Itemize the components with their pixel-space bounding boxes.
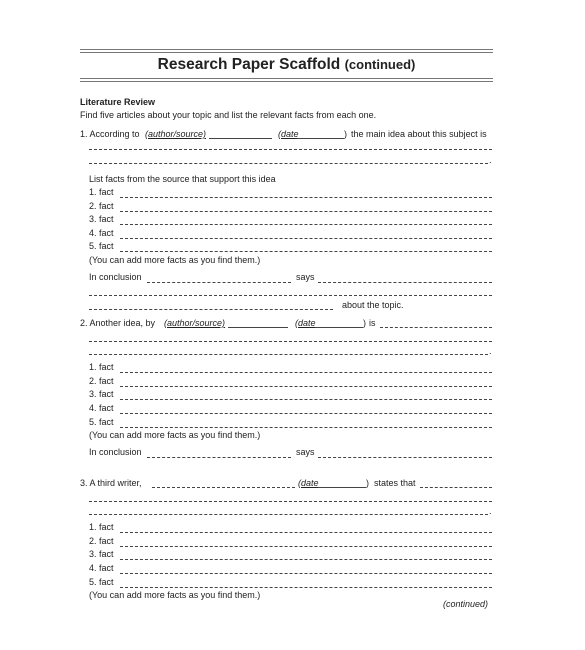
- q2-says-label: says: [296, 447, 315, 457]
- q3-fact-label: 1. fact: [89, 522, 114, 532]
- q2-fact-line[interactable]: [120, 413, 492, 414]
- q3-fact-label: 3. fact: [89, 549, 114, 559]
- q3-fact-line[interactable]: [120, 532, 492, 533]
- q2-fact-label: 2. fact: [89, 376, 114, 386]
- q3-states-line[interactable]: [420, 487, 492, 488]
- title-rule-top-1: [80, 49, 493, 50]
- q2-fact-line[interactable]: [120, 372, 492, 373]
- q3-period: .: [489, 506, 492, 516]
- q2-fact-line[interactable]: [120, 386, 492, 387]
- q2-period: .: [489, 346, 492, 356]
- q2-conclusion-label: In conclusion: [89, 447, 142, 457]
- q1-period: .: [489, 155, 492, 165]
- q1-author-label: (author/source): [145, 129, 207, 139]
- q3-fact-label: 4. fact: [89, 563, 114, 573]
- q1-fact-line[interactable]: [120, 251, 492, 252]
- q1-fact-line[interactable]: [120, 211, 492, 212]
- q2-fact-label: 4. fact: [89, 403, 114, 413]
- q1-date-label: (date: [278, 129, 299, 139]
- q2-fact-line[interactable]: [120, 427, 492, 428]
- q1-fact-label: 5. fact: [89, 241, 114, 251]
- q2-conclusion-line[interactable]: [147, 457, 291, 458]
- q3-date-close: ): [366, 478, 369, 488]
- q3-fact-label: 5. fact: [89, 577, 114, 587]
- q1-suffix: the main idea about this subject is: [351, 129, 487, 139]
- q3-date-label: (date: [298, 478, 319, 488]
- q1-conclusion-line-2[interactable]: [89, 295, 492, 296]
- q1-says-line[interactable]: [318, 282, 492, 283]
- q2-fact-label: 1. fact: [89, 362, 114, 372]
- instructions: Find five articles about your topic and list the relevant facts from each one.: [80, 110, 377, 120]
- q3-answer-line-2[interactable]: [89, 514, 488, 515]
- q1-more-facts: (You can add more facts as you find them.): [89, 255, 261, 265]
- q1-fact-label: 2. fact: [89, 201, 114, 211]
- q3-prefix: 3. A third writer,: [80, 478, 142, 488]
- q2-fact-line[interactable]: [120, 399, 492, 400]
- q1-fact-label: 3. fact: [89, 214, 114, 224]
- q1-about-topic: about the topic.: [342, 300, 404, 310]
- continued-note: (continued): [443, 599, 489, 609]
- q3-more-facts: (You can add more facts as you find them.): [89, 590, 261, 600]
- q1-facts-intro: List facts from the source that support this idea: [89, 174, 276, 184]
- q2-prefix: 2. Another idea, by: [80, 318, 156, 328]
- q1-fact-line[interactable]: [120, 197, 492, 198]
- title-sub: (continued): [344, 57, 416, 72]
- q3-fact-line[interactable]: [120, 559, 492, 560]
- q1-conclusion-label: In conclusion: [89, 272, 142, 282]
- q3-fact-line[interactable]: [120, 573, 492, 574]
- q1-answer-line-1[interactable]: [89, 149, 492, 150]
- q2-says-line[interactable]: [318, 457, 492, 458]
- q1-fact-line[interactable]: [120, 238, 492, 239]
- q1-conclusion-line-3[interactable]: [89, 309, 333, 310]
- q1-date-line[interactable]: [297, 138, 344, 139]
- q1-answer-line-2[interactable]: [89, 163, 488, 164]
- q2-is-line[interactable]: [380, 327, 492, 328]
- q1-fact-label: 1. fact: [89, 187, 114, 197]
- q1-author-line[interactable]: [209, 138, 272, 139]
- q3-fact-label: 2. fact: [89, 536, 114, 546]
- q1-conclusion-line[interactable]: [147, 282, 291, 283]
- title-rule-bottom-1: [80, 78, 493, 79]
- q2-is: is: [369, 318, 376, 328]
- q1-prefix: 1. According to: [80, 129, 140, 139]
- q2-fact-label: 5. fact: [89, 417, 114, 427]
- q2-author-line[interactable]: [228, 327, 288, 328]
- title-rule-top-2: [80, 52, 493, 53]
- q1-fact-label: 4. fact: [89, 228, 114, 238]
- q3-states-that: states that: [374, 478, 416, 488]
- q1-says-label: says: [296, 272, 315, 282]
- q2-date-label: (date: [295, 318, 316, 328]
- q2-answer-line-1[interactable]: [89, 341, 492, 342]
- page-title: [80, 56, 493, 74]
- title-rule-bottom-2: [80, 81, 493, 82]
- q2-author-label: (author/source): [164, 318, 226, 328]
- q3-date-line[interactable]: [318, 487, 366, 488]
- q1-fact-line[interactable]: [120, 224, 492, 225]
- section-heading: Literature Review: [80, 97, 156, 107]
- q3-fact-line[interactable]: [120, 587, 492, 588]
- q3-writer-line[interactable]: [152, 487, 295, 488]
- q1-date-close: ): [344, 129, 347, 139]
- q3-fact-line[interactable]: [120, 546, 492, 547]
- q3-answer-line-1[interactable]: [89, 501, 492, 502]
- q2-date-close: ): [363, 318, 366, 328]
- q2-answer-line-2[interactable]: [89, 354, 488, 355]
- q2-more-facts: (You can add more facts as you find them.): [89, 430, 261, 440]
- title-main: Research Paper Scaffold: [157, 56, 341, 73]
- q2-fact-label: 3. fact: [89, 389, 114, 399]
- q2-date-line[interactable]: [315, 327, 363, 328]
